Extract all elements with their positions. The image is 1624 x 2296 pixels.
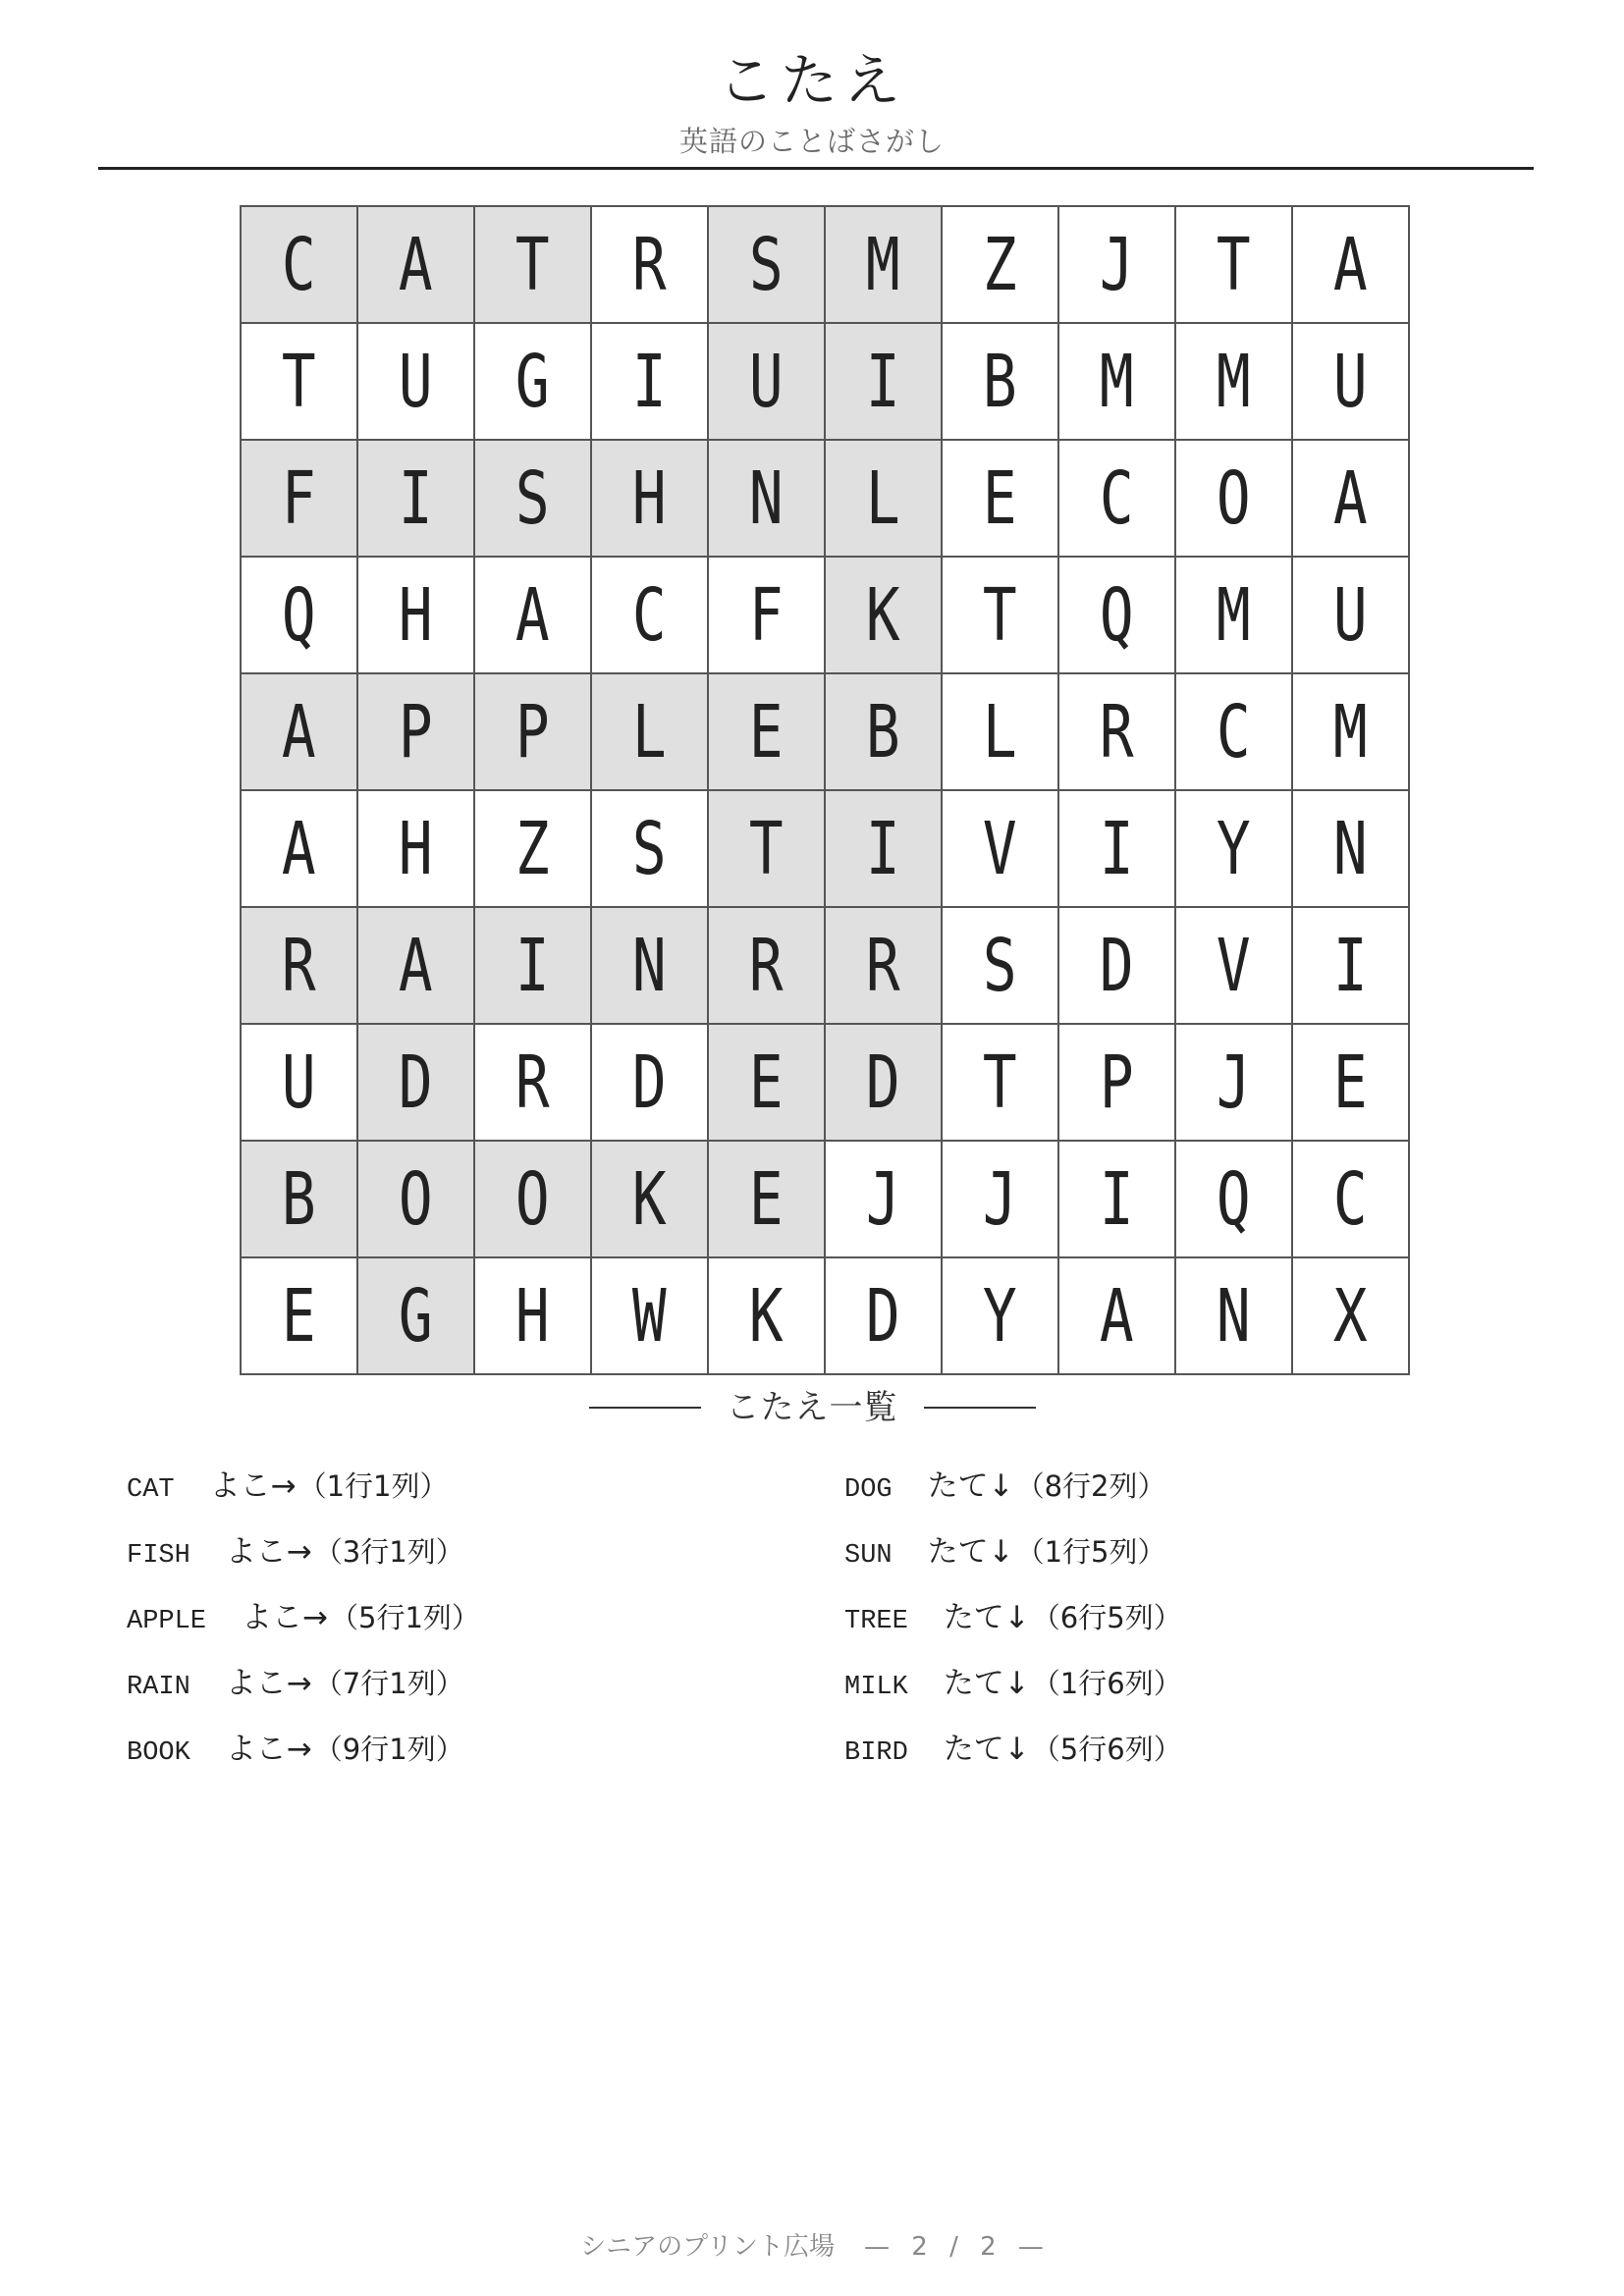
grid-cell	[825, 790, 942, 907]
grid-cell	[1058, 323, 1175, 440]
grid-letter: Z	[515, 806, 550, 891]
grid-cell	[942, 1257, 1058, 1374]
answer-item	[127, 1454, 814, 1520]
grid-row	[241, 790, 1409, 907]
grid-letter: T	[282, 339, 316, 424]
grid-cell	[1292, 1257, 1409, 1374]
answer-position: （8行2列）	[1015, 1469, 1166, 1503]
grid-cell	[1058, 1257, 1175, 1374]
answer-position: （7行1列）	[313, 1667, 464, 1700]
grid-cell	[942, 1024, 1058, 1141]
grid-letter: W	[632, 1273, 667, 1359]
grid-cell	[825, 557, 942, 673]
answer-word: TREE	[844, 1607, 908, 1636]
answers-heading	[0, 1384, 1624, 1431]
grid-letter: I	[1333, 923, 1368, 1008]
grid-letter: U	[282, 1040, 316, 1125]
grid-letter: I	[866, 806, 900, 891]
grid-body	[241, 206, 1409, 1374]
grid-letter: C	[1333, 1156, 1368, 1242]
grid-letter: A	[1333, 455, 1368, 541]
answer-direction: たて↓	[943, 1666, 1030, 1701]
grid-cell	[1058, 907, 1175, 1024]
grid-cell	[708, 557, 825, 673]
grid-letter: I	[515, 923, 550, 1008]
grid-letter: M	[866, 222, 900, 307]
grid-cell	[241, 206, 357, 323]
grid-cell	[591, 673, 708, 790]
grid-letter: R	[282, 923, 316, 1008]
grid-letter: Q	[1217, 1156, 1251, 1242]
grid-cell	[357, 907, 474, 1024]
grid-cell	[474, 323, 591, 440]
grid-letter: R	[1100, 689, 1134, 774]
grid-letter: I	[866, 339, 900, 424]
grid-cell	[1292, 323, 1409, 440]
grid-letter: H	[399, 806, 433, 891]
grid-letter: O	[1217, 455, 1251, 541]
footer-brand: シニアのプリント広場	[580, 2232, 836, 2262]
grid-cell	[1175, 1141, 1292, 1257]
grid-cell	[474, 440, 591, 557]
grid-letter: Z	[983, 222, 1017, 307]
grid-cell	[708, 1024, 825, 1141]
grid-cell	[942, 323, 1058, 440]
heading-line-right	[924, 1407, 1036, 1409]
grid-cell	[825, 907, 942, 1024]
grid-cell	[1175, 323, 1292, 440]
grid-letter: J	[1217, 1040, 1251, 1125]
grid-letter: R	[515, 1040, 550, 1125]
answer-direction: たて↓	[943, 1600, 1030, 1635]
answer-position: （1行1列）	[298, 1469, 449, 1503]
grid-cell	[1292, 790, 1409, 907]
grid-cell	[591, 557, 708, 673]
grid-letter: C	[1217, 689, 1251, 774]
grid-letter: Y	[1217, 806, 1251, 891]
grid-letter: A	[282, 806, 316, 891]
grid-letter: A	[399, 923, 433, 1008]
answer-position: （3行1列）	[313, 1535, 464, 1569]
answers-column-right	[844, 1454, 1532, 1783]
answer-item	[127, 1585, 814, 1651]
grid-letter: N	[749, 455, 784, 541]
grid-cell	[708, 440, 825, 557]
grid-letter: I	[1100, 806, 1134, 891]
grid-cell	[241, 673, 357, 790]
answer-direction: たて↓	[927, 1534, 1014, 1570]
grid-cell	[1058, 790, 1175, 907]
grid-letter: K	[866, 572, 900, 658]
grid-cell	[241, 907, 357, 1024]
grid-cell	[241, 790, 357, 907]
grid-letter: E	[1333, 1040, 1368, 1125]
grid-letter: E	[749, 689, 784, 774]
grid-letter: I	[1100, 1156, 1134, 1242]
grid-letter: K	[749, 1273, 784, 1359]
grid-letter: I	[632, 339, 667, 424]
grid-letter: O	[515, 1156, 550, 1242]
grid-letter: S	[515, 455, 550, 541]
grid-cell	[1175, 907, 1292, 1024]
grid-cell	[708, 206, 825, 323]
answer-item	[127, 1520, 814, 1585]
grid-letter: R	[866, 923, 900, 1008]
grid-cell	[474, 557, 591, 673]
grid-letter: P	[1100, 1040, 1134, 1125]
grid-row	[241, 673, 1409, 790]
grid-cell	[708, 323, 825, 440]
grid-row	[241, 907, 1409, 1024]
grid-cell	[1292, 1024, 1409, 1141]
grid-letter: C	[632, 572, 667, 658]
grid-letter: Q	[1100, 572, 1134, 658]
grid-letter: N	[632, 923, 667, 1008]
grid-letter: K	[632, 1156, 667, 1242]
grid-letter: L	[866, 455, 900, 541]
grid-cell	[474, 790, 591, 907]
grid-cell	[1175, 790, 1292, 907]
answer-item	[844, 1454, 1532, 1520]
grid-cell	[1058, 206, 1175, 323]
answer-item	[844, 1651, 1532, 1717]
grid-cell	[241, 1257, 357, 1374]
grid-cell	[241, 1141, 357, 1257]
grid-letter: E	[749, 1156, 784, 1242]
grid-cell	[591, 1141, 708, 1257]
grid-cell	[825, 673, 942, 790]
grid-cell	[825, 206, 942, 323]
grid-letter: E	[983, 455, 1017, 541]
grid-cell	[591, 323, 708, 440]
word-search-grid	[240, 205, 1410, 1375]
grid-row	[241, 557, 1409, 673]
grid-cell	[357, 1024, 474, 1141]
grid-cell	[1058, 440, 1175, 557]
grid-cell	[1175, 440, 1292, 557]
grid-letter: C	[282, 222, 316, 307]
grid-letter: J	[1100, 222, 1134, 307]
grid-letter: D	[866, 1040, 900, 1125]
grid-cell	[241, 1024, 357, 1141]
grid-letter: X	[1333, 1273, 1368, 1359]
answers-heading-label: こたえ一覧	[726, 1388, 898, 1427]
answer-word: FISH	[127, 1541, 190, 1571]
grid-letter: T	[1217, 222, 1251, 307]
grid-letter: T	[983, 1040, 1017, 1125]
answer-direction: よこ→	[209, 1468, 297, 1504]
grid-cell	[591, 1257, 708, 1374]
grid-letter: D	[866, 1273, 900, 1359]
grid-cell	[357, 206, 474, 323]
grid-letter: M	[1100, 339, 1134, 424]
grid-cell	[474, 1257, 591, 1374]
grid-cell	[1292, 557, 1409, 673]
answer-word: RAIN	[127, 1673, 190, 1702]
grid-letter: V	[983, 806, 1017, 891]
grid-letter: V	[1217, 923, 1251, 1008]
grid-letter: E	[749, 1040, 784, 1125]
grid-cell	[1058, 557, 1175, 673]
grid-cell	[942, 790, 1058, 907]
grid-letter: A	[1333, 222, 1368, 307]
grid-letter: L	[983, 689, 1017, 774]
grid-cell	[357, 323, 474, 440]
grid-letter: H	[632, 455, 667, 541]
grid-cell	[474, 673, 591, 790]
grid-letter: Q	[282, 572, 316, 658]
grid-letter: E	[282, 1273, 316, 1359]
grid-cell	[357, 790, 474, 907]
grid-letter: A	[399, 222, 433, 307]
grid-cell	[1175, 673, 1292, 790]
grid-letter: U	[749, 339, 784, 424]
grid-cell	[241, 323, 357, 440]
grid-cell	[1058, 1024, 1175, 1141]
grid-cell	[591, 907, 708, 1024]
grid-cell	[942, 440, 1058, 557]
page-subtitle: 英語のことばさがし	[678, 125, 945, 158]
grid-cell	[708, 907, 825, 1024]
grid-cell	[708, 1257, 825, 1374]
answer-item	[127, 1651, 814, 1717]
grid-cell	[357, 673, 474, 790]
grid-cell	[1058, 673, 1175, 790]
grid-letter: B	[983, 339, 1017, 424]
answer-word: MILK	[844, 1673, 908, 1702]
answer-item	[844, 1717, 1532, 1783]
grid-letter: Y	[983, 1273, 1017, 1359]
grid-letter: H	[399, 572, 433, 658]
answer-position: （1行6列）	[1031, 1667, 1182, 1700]
grid-letter: T	[983, 572, 1017, 658]
grid-cell	[942, 1141, 1058, 1257]
grid-letter: M	[1217, 572, 1251, 658]
title-divider	[98, 167, 1534, 170]
grid-letter: F	[749, 572, 784, 658]
grid-cell	[708, 673, 825, 790]
grid-letter: P	[399, 689, 433, 774]
grid-cell	[591, 440, 708, 557]
grid-cell	[825, 323, 942, 440]
grid-letter: F	[282, 455, 316, 541]
grid-cell	[591, 206, 708, 323]
grid-row	[241, 1257, 1409, 1374]
grid-cell	[1175, 206, 1292, 323]
page-number: — 2 / 2 —	[864, 2232, 1044, 2262]
answer-position: （9行1列）	[313, 1733, 464, 1766]
grid-cell	[825, 1257, 942, 1374]
answer-word: DOG	[844, 1475, 893, 1505]
answer-word: SUN	[844, 1541, 893, 1571]
grid-letter: C	[1100, 455, 1134, 541]
heading-line-left	[589, 1407, 701, 1409]
grid-letter: T	[749, 806, 784, 891]
grid-cell	[708, 790, 825, 907]
grid-letter: A	[515, 572, 550, 658]
grid-letter: G	[515, 339, 550, 424]
grid-cell	[474, 206, 591, 323]
grid-letter: T	[515, 222, 550, 307]
page-title: こたえ	[717, 47, 906, 114]
grid-cell	[1292, 1141, 1409, 1257]
grid-row	[241, 1141, 1409, 1257]
grid-cell	[357, 440, 474, 557]
grid-cell	[591, 790, 708, 907]
answers-column-left	[127, 1454, 814, 1783]
grid-letter: R	[632, 222, 667, 307]
grid-cell	[241, 557, 357, 673]
grid-cell	[1058, 1141, 1175, 1257]
grid-cell	[1292, 673, 1409, 790]
grid-letter: A	[282, 689, 316, 774]
answer-word: CAT	[127, 1475, 175, 1505]
grid-cell	[474, 907, 591, 1024]
grid-cell	[708, 1141, 825, 1257]
answer-direction: よこ→	[225, 1534, 312, 1570]
grid-letter: J	[983, 1156, 1017, 1242]
grid-letter: N	[1217, 1273, 1251, 1359]
grid-cell	[1175, 1257, 1292, 1374]
grid-letter: D	[632, 1040, 667, 1125]
answer-position: （1行5列）	[1015, 1535, 1166, 1569]
grid-letter: D	[1100, 923, 1134, 1008]
answer-item	[844, 1520, 1532, 1585]
grid-letter: J	[866, 1156, 900, 1242]
grid-cell	[1292, 440, 1409, 557]
answer-direction: よこ→	[225, 1732, 312, 1767]
grid-cell	[1292, 907, 1409, 1024]
grid-cell	[942, 557, 1058, 673]
grid-cell	[474, 1024, 591, 1141]
grid-cell	[591, 1024, 708, 1141]
answer-word: BIRD	[844, 1738, 908, 1768]
grid-cell	[942, 673, 1058, 790]
grid-cell	[942, 206, 1058, 323]
answer-item	[127, 1717, 814, 1783]
grid-cell	[474, 1141, 591, 1257]
answer-position: （5行1列）	[330, 1601, 480, 1634]
grid-letter: R	[749, 923, 784, 1008]
grid-letter: S	[749, 222, 784, 307]
grid-cell	[1175, 557, 1292, 673]
answer-direction: たて↓	[943, 1732, 1030, 1767]
grid-cell	[825, 1141, 942, 1257]
grid-letter: S	[632, 806, 667, 891]
answer-direction: たて↓	[927, 1468, 1014, 1504]
grid-cell	[357, 1141, 474, 1257]
grid-letter: I	[399, 455, 433, 541]
answer-position: （5行6列）	[1031, 1733, 1182, 1766]
grid-letter: L	[632, 689, 667, 774]
answer-word: APPLE	[127, 1607, 207, 1636]
grid-cell	[241, 440, 357, 557]
grid-letter: H	[515, 1273, 550, 1359]
grid-cell	[357, 557, 474, 673]
grid-cell	[357, 1257, 474, 1374]
grid-letter: D	[399, 1040, 433, 1125]
grid-letter: M	[1333, 689, 1368, 774]
grid-letter: S	[983, 923, 1017, 1008]
grid-row	[241, 440, 1409, 557]
answer-direction: よこ→	[242, 1600, 328, 1635]
grid-letter: P	[515, 689, 550, 774]
grid-letter: B	[282, 1156, 316, 1242]
grid-letter: N	[1333, 806, 1368, 891]
grid-letter: U	[1333, 339, 1368, 424]
grid-letter: O	[399, 1156, 433, 1242]
grid-letter: U	[399, 339, 433, 424]
answer-item	[844, 1585, 1532, 1651]
answer-word: BOOK	[127, 1738, 190, 1768]
grid-cell	[825, 440, 942, 557]
grid-letter: A	[1100, 1273, 1134, 1359]
grid-cell	[1175, 1024, 1292, 1141]
grid-cell	[1292, 206, 1409, 323]
grid-letter: U	[1333, 572, 1368, 658]
answer-position: （6行5列）	[1031, 1601, 1182, 1634]
grid-cell	[825, 1024, 942, 1141]
page-footer	[0, 2228, 1624, 2266]
grid-cell	[942, 907, 1058, 1024]
answer-direction: よこ→	[225, 1666, 312, 1701]
grid-letter: G	[399, 1273, 433, 1359]
grid-letter: M	[1217, 339, 1251, 424]
grid-row	[241, 323, 1409, 440]
grid-row	[241, 1024, 1409, 1141]
grid-row	[241, 206, 1409, 323]
grid-letter: B	[866, 689, 900, 774]
